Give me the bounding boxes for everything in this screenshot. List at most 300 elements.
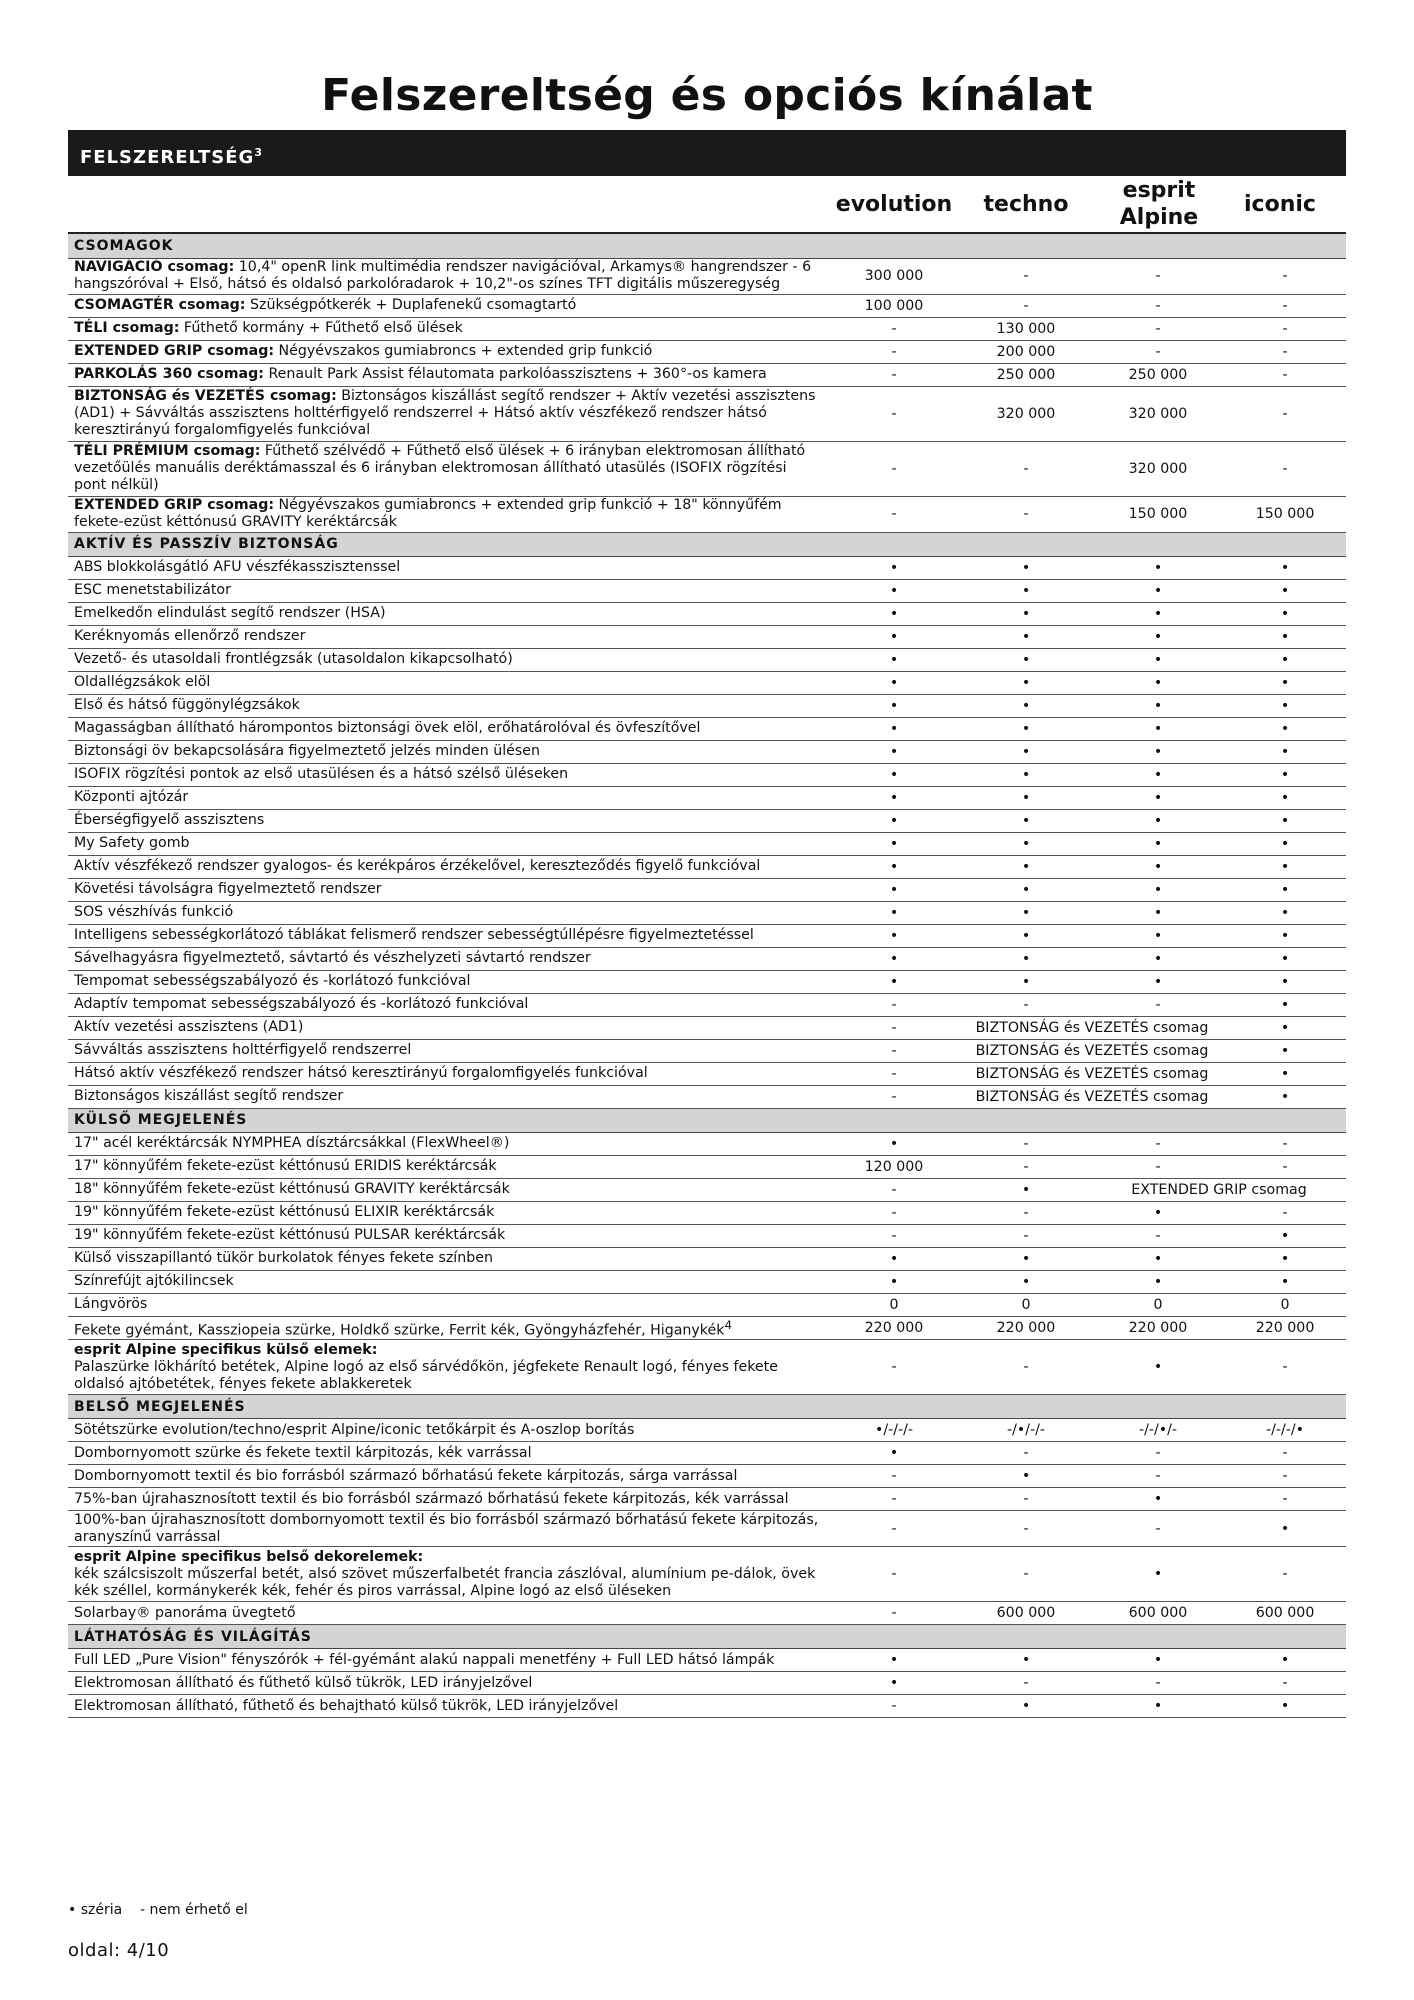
value-esprit-alpine: • xyxy=(1092,809,1224,832)
feature-cell xyxy=(68,1340,828,1395)
table-row xyxy=(68,1649,1346,1672)
value-iconic: • xyxy=(1224,556,1346,579)
value-techno: - xyxy=(960,1672,1092,1695)
feature-text: Dombornyomott textil és bio forrásból származó bőrhatású fekete kárpitozás, sárga varrással xyxy=(74,1467,738,1484)
value-techno: - xyxy=(960,993,1092,1016)
section-title: BELSŐ MEGJELENÉS xyxy=(68,1395,1346,1419)
value-iconic: • xyxy=(1224,970,1346,993)
table-row xyxy=(68,1155,1346,1178)
header-footnote: 3 xyxy=(254,146,263,159)
value-techno: 200 000 xyxy=(960,340,1092,363)
value-evolution: •/-/-/- xyxy=(828,1419,960,1442)
feature-cell xyxy=(68,671,828,694)
feature-text: Keréknyomás ellenőrző rendszer xyxy=(74,628,306,644)
value-techno: • xyxy=(960,809,1092,832)
value-esprit-alpine: • xyxy=(1092,901,1224,924)
feature-text: 75%-ban újrahasznosított textil és bio forrásból származó bőrhatású fekete kárpitozás, kék varrással xyxy=(74,1490,789,1507)
value-techno: • xyxy=(960,901,1092,924)
feature-text: Négyévszakos gumiabroncs + extended grip funkció xyxy=(274,343,653,359)
feature-cell xyxy=(68,1316,828,1340)
value-evolution: - xyxy=(828,317,960,340)
value-techno: • xyxy=(960,579,1092,602)
feature-text: Intelligens sebességkorlátozó táblákat felismerő rendszer sebességtúllépésre figyelmeztetéssel xyxy=(74,927,754,943)
value-iconic: - xyxy=(1224,441,1346,496)
feature-text: ABS blokkolásgátló AFU vészfékasszisztenssel xyxy=(74,559,401,575)
feature-bold: TÉLI PRÉMIUM csomag: xyxy=(74,443,261,459)
value-techno: - xyxy=(960,1340,1092,1395)
value-iconic: • xyxy=(1224,786,1346,809)
value-techno: • xyxy=(960,556,1092,579)
value-iconic: - xyxy=(1224,317,1346,340)
feature-cell xyxy=(68,294,828,317)
value-esprit-alpine: 0 xyxy=(1092,1293,1224,1316)
feature-cell xyxy=(68,1649,828,1672)
value-techno: - xyxy=(960,1201,1092,1224)
feature-text: 17" könnyűfém fekete-ezüst kéttónusú ERIDIS keréktárcsák xyxy=(74,1158,497,1174)
value-esprit-alpine: • xyxy=(1092,1649,1224,1672)
feature-text: Dombornyomott szürke és fekete textil kárpitozás, kék varrással xyxy=(74,1444,532,1461)
value-iconic: • xyxy=(1224,1016,1346,1039)
feature-cell xyxy=(68,648,828,671)
table-row xyxy=(68,809,1346,832)
value-evolution: • xyxy=(828,740,960,763)
value-esprit-alpine: - xyxy=(1092,1132,1224,1155)
feature-cell xyxy=(68,1155,828,1178)
table-row xyxy=(68,1442,1346,1465)
value-esprit-alpine: 320 000 xyxy=(1092,441,1224,496)
feature-text: Renault Park Assist félautomata parkolóasszisztens + 360°-os kamera xyxy=(263,366,767,382)
value-evolution: - xyxy=(828,1062,960,1085)
table-row xyxy=(68,1293,1346,1316)
value-evolution: - xyxy=(828,1602,960,1625)
feature-cell xyxy=(68,694,828,717)
feature-cell xyxy=(68,1419,828,1442)
value-evolution: • xyxy=(828,1132,960,1155)
legend xyxy=(68,1902,248,1918)
feature-text: 10,4" openR link multimédia rendszer navigációval, Arkamys® hangrendszer - 6 hangszóróval + Első, hátsó és oldalsó parkolóradarok + 10,2"-os színes TFT digitális műszeregység xyxy=(74,259,812,292)
feature-text: Fűthető kormány + Fűthető első ülések xyxy=(179,320,463,336)
table-row xyxy=(68,1062,1346,1085)
value-evolution: • xyxy=(828,809,960,832)
value-evolution: • xyxy=(828,648,960,671)
feature-bold: CSOMAGTÉR csomag: xyxy=(74,297,246,313)
feature-text: Első és hátsó függönylégzsákok xyxy=(74,697,300,713)
feature-cell xyxy=(68,717,828,740)
value-techno: 250 000 xyxy=(960,363,1092,386)
value-iconic: • xyxy=(1224,809,1346,832)
feature-cell xyxy=(68,579,828,602)
value-iconic: • xyxy=(1224,855,1346,878)
value-techno: • xyxy=(960,1695,1092,1718)
feature-text: Követési távolságra figyelmeztető rendszer xyxy=(74,881,382,897)
value-iconic: - xyxy=(1224,1672,1346,1695)
feature-cell xyxy=(68,1178,828,1201)
value-iconic: -/-/-/• xyxy=(1224,1419,1346,1442)
feature-text: Elektromosan állítható és fűthető külső tükrök, LED irányjelzővel xyxy=(74,1674,533,1691)
value-esprit-alpine: • xyxy=(1092,1247,1224,1270)
page-number: oldal: 4/10 xyxy=(68,1940,170,1961)
value-esprit-alpine: - xyxy=(1092,294,1224,317)
table-row xyxy=(68,317,1346,340)
value-evolution: - xyxy=(828,1224,960,1247)
value-esprit-alpine: • xyxy=(1092,740,1224,763)
table-row xyxy=(68,496,1346,532)
value-esprit-alpine: • xyxy=(1092,694,1224,717)
value-iconic: • xyxy=(1224,717,1346,740)
value-iconic: • xyxy=(1224,1247,1346,1270)
feature-cell xyxy=(68,496,828,532)
value-esprit-alpine: - xyxy=(1092,1672,1224,1695)
feature-bold: BIZTONSÁG és VEZETÉS csomag: xyxy=(74,388,337,404)
value-evolution: - xyxy=(828,1340,960,1395)
table-row xyxy=(68,556,1346,579)
feature-text: Lángvörös xyxy=(74,1296,148,1312)
value-techno: • xyxy=(960,1178,1092,1201)
table-row xyxy=(68,340,1346,363)
value-iconic: - xyxy=(1224,1132,1346,1155)
feature-bold: EXTENDED GRIP csomag: xyxy=(74,497,275,513)
value-evolution: • xyxy=(828,947,960,970)
value-esprit-alpine: • xyxy=(1092,1340,1224,1395)
value-iconic: • xyxy=(1224,1695,1346,1718)
table-row xyxy=(68,1039,1346,1062)
equipment-table xyxy=(68,234,1346,1718)
value-evolution: - xyxy=(828,496,960,532)
value-esprit-alpine: • xyxy=(1092,1695,1224,1718)
value-techno: - xyxy=(960,1224,1092,1247)
feature-text: Biztonságos kiszállást segítő rendszer xyxy=(74,1088,344,1104)
value-techno: • xyxy=(960,947,1092,970)
table-row xyxy=(68,1178,1346,1201)
value-iconic: 0 xyxy=(1224,1293,1346,1316)
value-techno: - xyxy=(960,441,1092,496)
value-esprit-alpine: • xyxy=(1092,648,1224,671)
value-techno: - xyxy=(960,294,1092,317)
legend-dash: - xyxy=(140,1902,146,1918)
feature-cell xyxy=(68,625,828,648)
feature-text: Palaszürke lökhárító betétek, Alpine logó az első sárvédőkön, jégfekete Renault logó, fényes fekete oldalsó ajtóbetétek, fényes fekete ablakkeretek xyxy=(74,1358,778,1392)
value-esprit-alpine: • xyxy=(1092,602,1224,625)
col-techno: techno xyxy=(983,191,1069,217)
table-row xyxy=(68,901,1346,924)
package-note: BIZTONSÁG és VEZETÉS csomag xyxy=(960,1062,1224,1085)
table-row xyxy=(68,1132,1346,1155)
value-techno: • xyxy=(960,832,1092,855)
value-techno: • xyxy=(960,1649,1092,1672)
feature-cell xyxy=(68,1293,828,1316)
section-row xyxy=(68,1108,1346,1132)
col-esprit-alpine: esprit Alpine xyxy=(1119,178,1199,230)
value-iconic: • xyxy=(1224,740,1346,763)
feature-cell xyxy=(68,947,828,970)
feature-text: Aktív vészfékező rendszer gyalogos- és kerékpáros érzékelővel, kereszteződés figyelő funkcióval xyxy=(74,858,761,874)
feature-cell xyxy=(68,1695,828,1718)
feature-text: Sötétszürke evolution/techno/esprit Alpine/iconic tetőkárpit és A-oszlop borítás xyxy=(74,1421,635,1438)
feature-cell xyxy=(68,1132,828,1155)
value-evolution: - xyxy=(828,1178,960,1201)
feature-text: Aktív vezetési asszisztens (AD1) xyxy=(74,1019,304,1035)
table-row xyxy=(68,1511,1346,1547)
value-esprit-alpine: • xyxy=(1092,1201,1224,1224)
value-evolution: - xyxy=(828,386,960,441)
value-evolution: - xyxy=(828,1465,960,1488)
value-evolution: 0 xyxy=(828,1293,960,1316)
value-esprit-alpine: • xyxy=(1092,625,1224,648)
table-row xyxy=(68,602,1346,625)
table-row xyxy=(68,1465,1346,1488)
feature-cell xyxy=(68,763,828,786)
value-evolution: • xyxy=(828,855,960,878)
table-row xyxy=(68,1672,1346,1695)
table-row xyxy=(68,947,1346,970)
value-esprit-alpine: • xyxy=(1092,1488,1224,1511)
value-evolution: • xyxy=(828,924,960,947)
value-techno: 220 000 xyxy=(960,1316,1092,1340)
value-iconic: • xyxy=(1224,1039,1346,1062)
feature-cell xyxy=(68,1201,828,1224)
feature-cell xyxy=(68,1511,828,1547)
feature-text: 100%-ban újrahasznosított dombornyomott textil és bio forrásból származó bőrhatású fekete kárpitozás, aranyszínű varrással xyxy=(74,1511,819,1545)
value-esprit-alpine: 250 000 xyxy=(1092,363,1224,386)
value-techno: - xyxy=(960,1442,1092,1465)
value-iconic: - xyxy=(1224,294,1346,317)
feature-bold: TÉLI csomag: xyxy=(74,320,180,336)
section-title: CSOMAGOK xyxy=(68,234,1346,258)
page-title: Felszereltség és opciós kínálat xyxy=(321,70,1093,121)
feature-cell xyxy=(68,1672,828,1695)
value-iconic: - xyxy=(1224,1340,1346,1395)
table-row xyxy=(68,740,1346,763)
value-esprit-alpine: - xyxy=(1092,258,1224,294)
value-iconic: • xyxy=(1224,901,1346,924)
table-row xyxy=(68,1085,1346,1108)
feature-text: Fűthető szélvédő + Fűthető első ülések + 6 irányban elektromosan állítható vezetőülés manuális deréktámasszal és 6 irányban elektromosan állítható utasülés (ISOFIX rögzítési pont nélkül) xyxy=(74,443,806,493)
package-note: EXTENDED GRIP csomag xyxy=(1092,1178,1346,1201)
section-row xyxy=(68,1395,1346,1419)
value-techno: - xyxy=(960,1488,1092,1511)
feature-cell xyxy=(68,970,828,993)
value-evolution: • xyxy=(828,579,960,602)
value-evolution: • xyxy=(828,625,960,648)
value-iconic: • xyxy=(1224,878,1346,901)
value-evolution: • xyxy=(828,763,960,786)
table-row xyxy=(68,993,1346,1016)
feature-text: Adaptív tempomat sebességszabályozó és -korlátozó funkcióval xyxy=(74,996,529,1012)
feature-cell xyxy=(68,1465,828,1488)
table-row xyxy=(68,1016,1346,1039)
feature-text: Solarbay® panoráma üvegtető xyxy=(74,1604,296,1621)
value-iconic: • xyxy=(1224,1270,1346,1293)
value-iconic: - xyxy=(1224,1547,1346,1602)
value-techno: 600 000 xyxy=(960,1602,1092,1625)
value-techno: • xyxy=(960,855,1092,878)
feature-bold: EXTENDED GRIP csomag: xyxy=(74,343,275,359)
feature-text: Külső visszapillantó tükör burkolatok fényes fekete színben xyxy=(74,1250,493,1266)
value-iconic: - xyxy=(1224,386,1346,441)
table-row xyxy=(68,970,1346,993)
value-techno: 0 xyxy=(960,1293,1092,1316)
feature-cell xyxy=(68,1547,828,1602)
value-techno: • xyxy=(960,740,1092,763)
value-techno: • xyxy=(960,625,1092,648)
feature-cell xyxy=(68,993,828,1016)
table-row xyxy=(68,441,1346,496)
feature-text: Sávelhagyásra figyelmeztető, sávtartó és vészhelyzeti sávtartó rendszer xyxy=(74,950,591,966)
value-evolution: • xyxy=(828,1270,960,1293)
table-row xyxy=(68,625,1346,648)
value-iconic: • xyxy=(1224,947,1346,970)
value-esprit-alpine: • xyxy=(1092,855,1224,878)
legend-dash-text: nem érhető el xyxy=(149,1902,248,1918)
value-esprit-alpine: - xyxy=(1092,317,1224,340)
value-esprit-alpine: -/-/•/- xyxy=(1092,1419,1224,1442)
table-row xyxy=(68,1247,1346,1270)
section-title: AKTÍV ÉS PASSZÍV BIZTONSÁG xyxy=(68,532,1346,556)
value-iconic: • xyxy=(1224,993,1346,1016)
feature-cell xyxy=(68,258,828,294)
value-evolution: - xyxy=(828,363,960,386)
value-iconic: 600 000 xyxy=(1224,1602,1346,1625)
value-esprit-alpine: - xyxy=(1092,1224,1224,1247)
feature-text: Full LED „Pure Vision" fényszórók + fél-gyémánt alakú nappali menetfény + Full LED hátsó lámpák xyxy=(74,1651,775,1668)
feature-text: Emelkedőn elindulást segítő rendszer (HSA) xyxy=(74,605,386,621)
feature-text: Magasságban állítható hárompontos biztonsági övek elöl, erőhatárolóval és övfeszítővel xyxy=(74,720,701,736)
value-esprit-alpine: • xyxy=(1092,970,1224,993)
table-row xyxy=(68,855,1346,878)
legend-bullet-text: széria xyxy=(80,1902,123,1918)
feature-text: kék szálcsiszolt műszerfal betét, alsó szövet műszerfalbetét francia zászlóval, alumínium pe-dálok, övek kék széllel, kormánykerék kék, fehér és piros varrással, Alpine logó az első üléseken xyxy=(74,1565,816,1599)
feature-text: Központi ajtózár xyxy=(74,789,189,805)
feature-text: Négyévszakos gumiabroncs + extended grip funkció + 18" könnyűfém fekete-ezüst kéttónusú GRAVITY keréktárcsák xyxy=(74,497,782,530)
legend-bullet: • xyxy=(68,1902,77,1918)
value-iconic: - xyxy=(1224,1442,1346,1465)
feature-cell xyxy=(68,901,828,924)
value-esprit-alpine: • xyxy=(1092,763,1224,786)
feature-text: SOS vészhívás funkció xyxy=(74,904,234,920)
value-iconic: - xyxy=(1224,258,1346,294)
value-esprit-alpine: - xyxy=(1092,1155,1224,1178)
value-techno: • xyxy=(960,786,1092,809)
table-row xyxy=(68,1419,1346,1442)
feature-cell xyxy=(68,809,828,832)
table-row xyxy=(68,786,1346,809)
value-evolution: - xyxy=(828,1085,960,1108)
value-iconic: • xyxy=(1224,1062,1346,1085)
value-esprit-alpine: • xyxy=(1092,1547,1224,1602)
footnote-marker: 4 xyxy=(724,1317,732,1332)
feature-cell xyxy=(68,602,828,625)
value-iconic: • xyxy=(1224,671,1346,694)
feature-text: Vezető- és utasoldali frontlégzsák (utasoldalon kikapcsolható) xyxy=(74,651,513,667)
value-esprit-alpine: • xyxy=(1092,947,1224,970)
feature-cell xyxy=(68,1247,828,1270)
feature-cell xyxy=(68,1039,828,1062)
value-evolution: - xyxy=(828,1511,960,1547)
value-esprit-alpine: • xyxy=(1092,717,1224,740)
value-esprit-alpine: - xyxy=(1092,1511,1224,1547)
feature-text: ISOFIX rögzítési pontok az első utasülésen és a hátsó szélső üléseken xyxy=(74,766,569,782)
table-row xyxy=(68,579,1346,602)
value-iconic: • xyxy=(1224,763,1346,786)
value-evolution: • xyxy=(828,970,960,993)
table-row xyxy=(68,648,1346,671)
value-iconic: • xyxy=(1224,1085,1346,1108)
value-iconic: • xyxy=(1224,832,1346,855)
feature-cell xyxy=(68,1016,828,1039)
feature-text: My Safety gomb xyxy=(74,835,190,851)
value-esprit-alpine: • xyxy=(1092,1270,1224,1293)
feature-text: 19" könnyűfém fekete-ezüst kéttónusú PULSAR keréktárcsák xyxy=(74,1227,506,1243)
value-evolution: 100 000 xyxy=(828,294,960,317)
value-evolution: - xyxy=(828,1488,960,1511)
value-esprit-alpine: 600 000 xyxy=(1092,1602,1224,1625)
value-evolution: • xyxy=(828,694,960,717)
value-iconic: - xyxy=(1224,1465,1346,1488)
value-esprit-alpine: 320 000 xyxy=(1092,386,1224,441)
value-esprit-alpine: - xyxy=(1092,993,1224,1016)
column-headers xyxy=(68,176,1346,234)
value-evolution: 300 000 xyxy=(828,258,960,294)
package-note: BIZTONSÁG és VEZETÉS csomag xyxy=(960,1039,1224,1062)
section-row xyxy=(68,234,1346,258)
value-esprit-alpine: 150 000 xyxy=(1092,496,1224,532)
table-row xyxy=(68,1316,1346,1340)
value-iconic: - xyxy=(1224,340,1346,363)
table-row xyxy=(68,694,1346,717)
feature-text: Színrefújt ajtókilincsek xyxy=(74,1273,234,1289)
feature-cell xyxy=(68,1442,828,1465)
value-iconic: • xyxy=(1224,1649,1346,1672)
value-techno: • xyxy=(960,878,1092,901)
value-techno: - xyxy=(960,258,1092,294)
value-evolution: 220 000 xyxy=(828,1316,960,1340)
feature-cell xyxy=(68,441,828,496)
table-row xyxy=(68,832,1346,855)
value-evolution: • xyxy=(828,671,960,694)
feature-text: Tempomat sebességszabályozó és -korlátozó funkcióval xyxy=(74,973,471,989)
table-row xyxy=(68,258,1346,294)
feature-cell xyxy=(68,1085,828,1108)
table-row xyxy=(68,717,1346,740)
feature-cell xyxy=(68,924,828,947)
table-row xyxy=(68,878,1346,901)
value-iconic: • xyxy=(1224,625,1346,648)
section-title: LÁTHATÓSÁG ÉS VILÁGÍTÁS xyxy=(68,1625,1346,1649)
feature-cell xyxy=(68,786,828,809)
value-techno: • xyxy=(960,924,1092,947)
value-techno: • xyxy=(960,763,1092,786)
value-esprit-alpine: - xyxy=(1092,1442,1224,1465)
col-evolution: evolution xyxy=(835,191,953,217)
value-evolution: • xyxy=(828,878,960,901)
feature-cell xyxy=(68,878,828,901)
value-esprit-alpine: - xyxy=(1092,340,1224,363)
feature-cell xyxy=(68,832,828,855)
feature-cell xyxy=(68,1488,828,1511)
value-iconic: • xyxy=(1224,579,1346,602)
feature-cell xyxy=(68,1062,828,1085)
feature-text: Sávváltás asszisztens holttérfigyelő rendszerrel xyxy=(74,1042,412,1058)
feature-bold: PARKOLÁS 360 csomag: xyxy=(74,366,264,382)
section-row xyxy=(68,532,1346,556)
value-evolution: • xyxy=(828,717,960,740)
section-row xyxy=(68,1625,1346,1649)
value-esprit-alpine: • xyxy=(1092,786,1224,809)
value-evolution: - xyxy=(828,340,960,363)
value-evolution: - xyxy=(828,1547,960,1602)
section-header-bar xyxy=(68,130,1346,176)
feature-text: Szükségpótkerék + Duplafenekű csomagtartó xyxy=(245,297,577,313)
